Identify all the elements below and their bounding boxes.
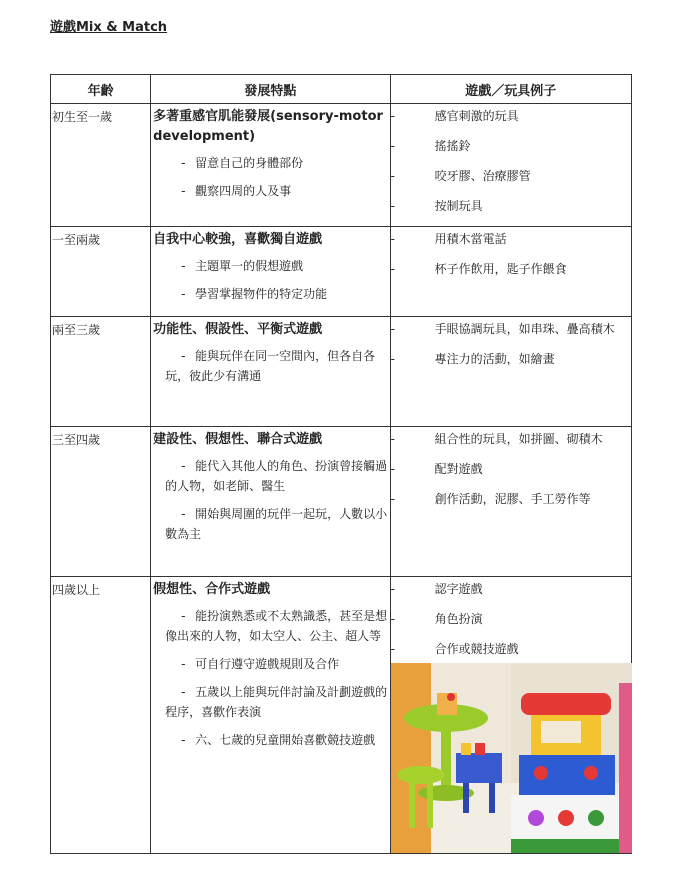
example-item: - 杯子作飲用，匙子作餵食 bbox=[390, 262, 567, 276]
development-cell bbox=[151, 427, 390, 577]
example-item: - 咬牙膠、治療膠管 bbox=[390, 169, 531, 183]
example-item: - 手眼協調玩具，如串珠、疊高積木 bbox=[390, 322, 615, 336]
age-cell: 一至兩歲 bbox=[51, 227, 151, 317]
table-row bbox=[51, 227, 632, 317]
page-title: 遊戲Mix & Match bbox=[50, 20, 168, 35]
example-item: - 用積木當電話 bbox=[390, 232, 507, 246]
table-row bbox=[51, 104, 632, 227]
development-point: - 六、七歲的兒童開始喜歡競技遊戲 bbox=[181, 733, 376, 747]
age-cell: 兩至三歲 bbox=[51, 317, 151, 427]
example-item: - 感官刺激的玩具 bbox=[390, 109, 519, 123]
development-heading: 自我中心較強，喜歡獨自遊戲 bbox=[153, 232, 323, 247]
table-row bbox=[51, 427, 632, 577]
development-point: - 開始與周圍的玩伴一起玩，人數以小數為主 bbox=[165, 507, 388, 541]
example-item: - 配對遊戲 bbox=[390, 462, 483, 476]
header-development: 發展特點 bbox=[151, 75, 390, 104]
development-heading: 多著重感官肌能發展(sensory-motor development) bbox=[153, 109, 383, 144]
example-item: - 角色扮演 bbox=[390, 612, 483, 626]
development-cell bbox=[151, 227, 390, 317]
example-item: - 創作活動，泥膠、手工勞作等 bbox=[390, 492, 591, 506]
playroom-photo bbox=[391, 663, 632, 853]
header-examples: 遊戲／玩具例子 bbox=[390, 75, 631, 104]
development-point: - 留意自己的身體部份 bbox=[181, 156, 304, 170]
development-heading: 建設性、假想性、聯合式遊戲 bbox=[153, 432, 323, 447]
development-cell bbox=[151, 104, 390, 227]
examples-cell bbox=[390, 577, 631, 854]
example-item: - 專注力的活動，如繪畫 bbox=[390, 352, 555, 366]
development-point: - 五歲以上能與玩伴討論及計劃遊戲的程序，喜歡作表演 bbox=[165, 685, 388, 719]
development-point: - 學習掌握物件的特定功能 bbox=[181, 287, 328, 301]
examples-cell bbox=[390, 317, 631, 427]
table-row bbox=[51, 317, 632, 427]
example-item: - 認字遊戲 bbox=[390, 582, 483, 596]
development-point: - 觀察四周的人及事 bbox=[181, 184, 292, 198]
header-row bbox=[51, 75, 632, 104]
age-cell: 三至四歲 bbox=[51, 427, 151, 577]
example-item: - 合作或競技遊戲 bbox=[390, 642, 519, 656]
development-point: - 主題單一的假想遊戲 bbox=[181, 259, 304, 273]
development-point: - 可自行遵守遊戲規則及合作 bbox=[181, 657, 340, 671]
example-item: - 組合性的玩具，如拼圖、砌積木 bbox=[390, 432, 603, 446]
table-row bbox=[51, 577, 632, 854]
development-point: - 能扮演熟悉或不太熟識悉，甚至是想像出來的人物，如太空人、公主、超人等 bbox=[165, 609, 388, 643]
development-point: - 能與玩伴在同一空間內，但各自各玩，彼此少有溝通 bbox=[165, 349, 376, 383]
development-point: - 能代入其他人的角色、扮演曾接觸過的人物，如老師、醫生 bbox=[165, 459, 388, 493]
development-cell bbox=[151, 317, 390, 427]
examples-cell bbox=[390, 227, 631, 317]
development-heading: 假想性、合作式遊戲 bbox=[153, 582, 271, 597]
examples-cell bbox=[390, 427, 631, 577]
development-cell bbox=[151, 577, 390, 854]
examples-cell bbox=[390, 104, 631, 227]
development-heading: 功能性、假設性、平衡式遊戲 bbox=[153, 322, 323, 337]
header-age: 年齡 bbox=[51, 75, 151, 104]
example-item: - 按制玩具 bbox=[390, 199, 483, 213]
age-cell: 初生至一歲 bbox=[51, 104, 151, 227]
age-cell: 四歲以上 bbox=[51, 577, 151, 854]
example-item: - 搖搖鈴 bbox=[390, 139, 471, 153]
play-table bbox=[50, 74, 632, 854]
